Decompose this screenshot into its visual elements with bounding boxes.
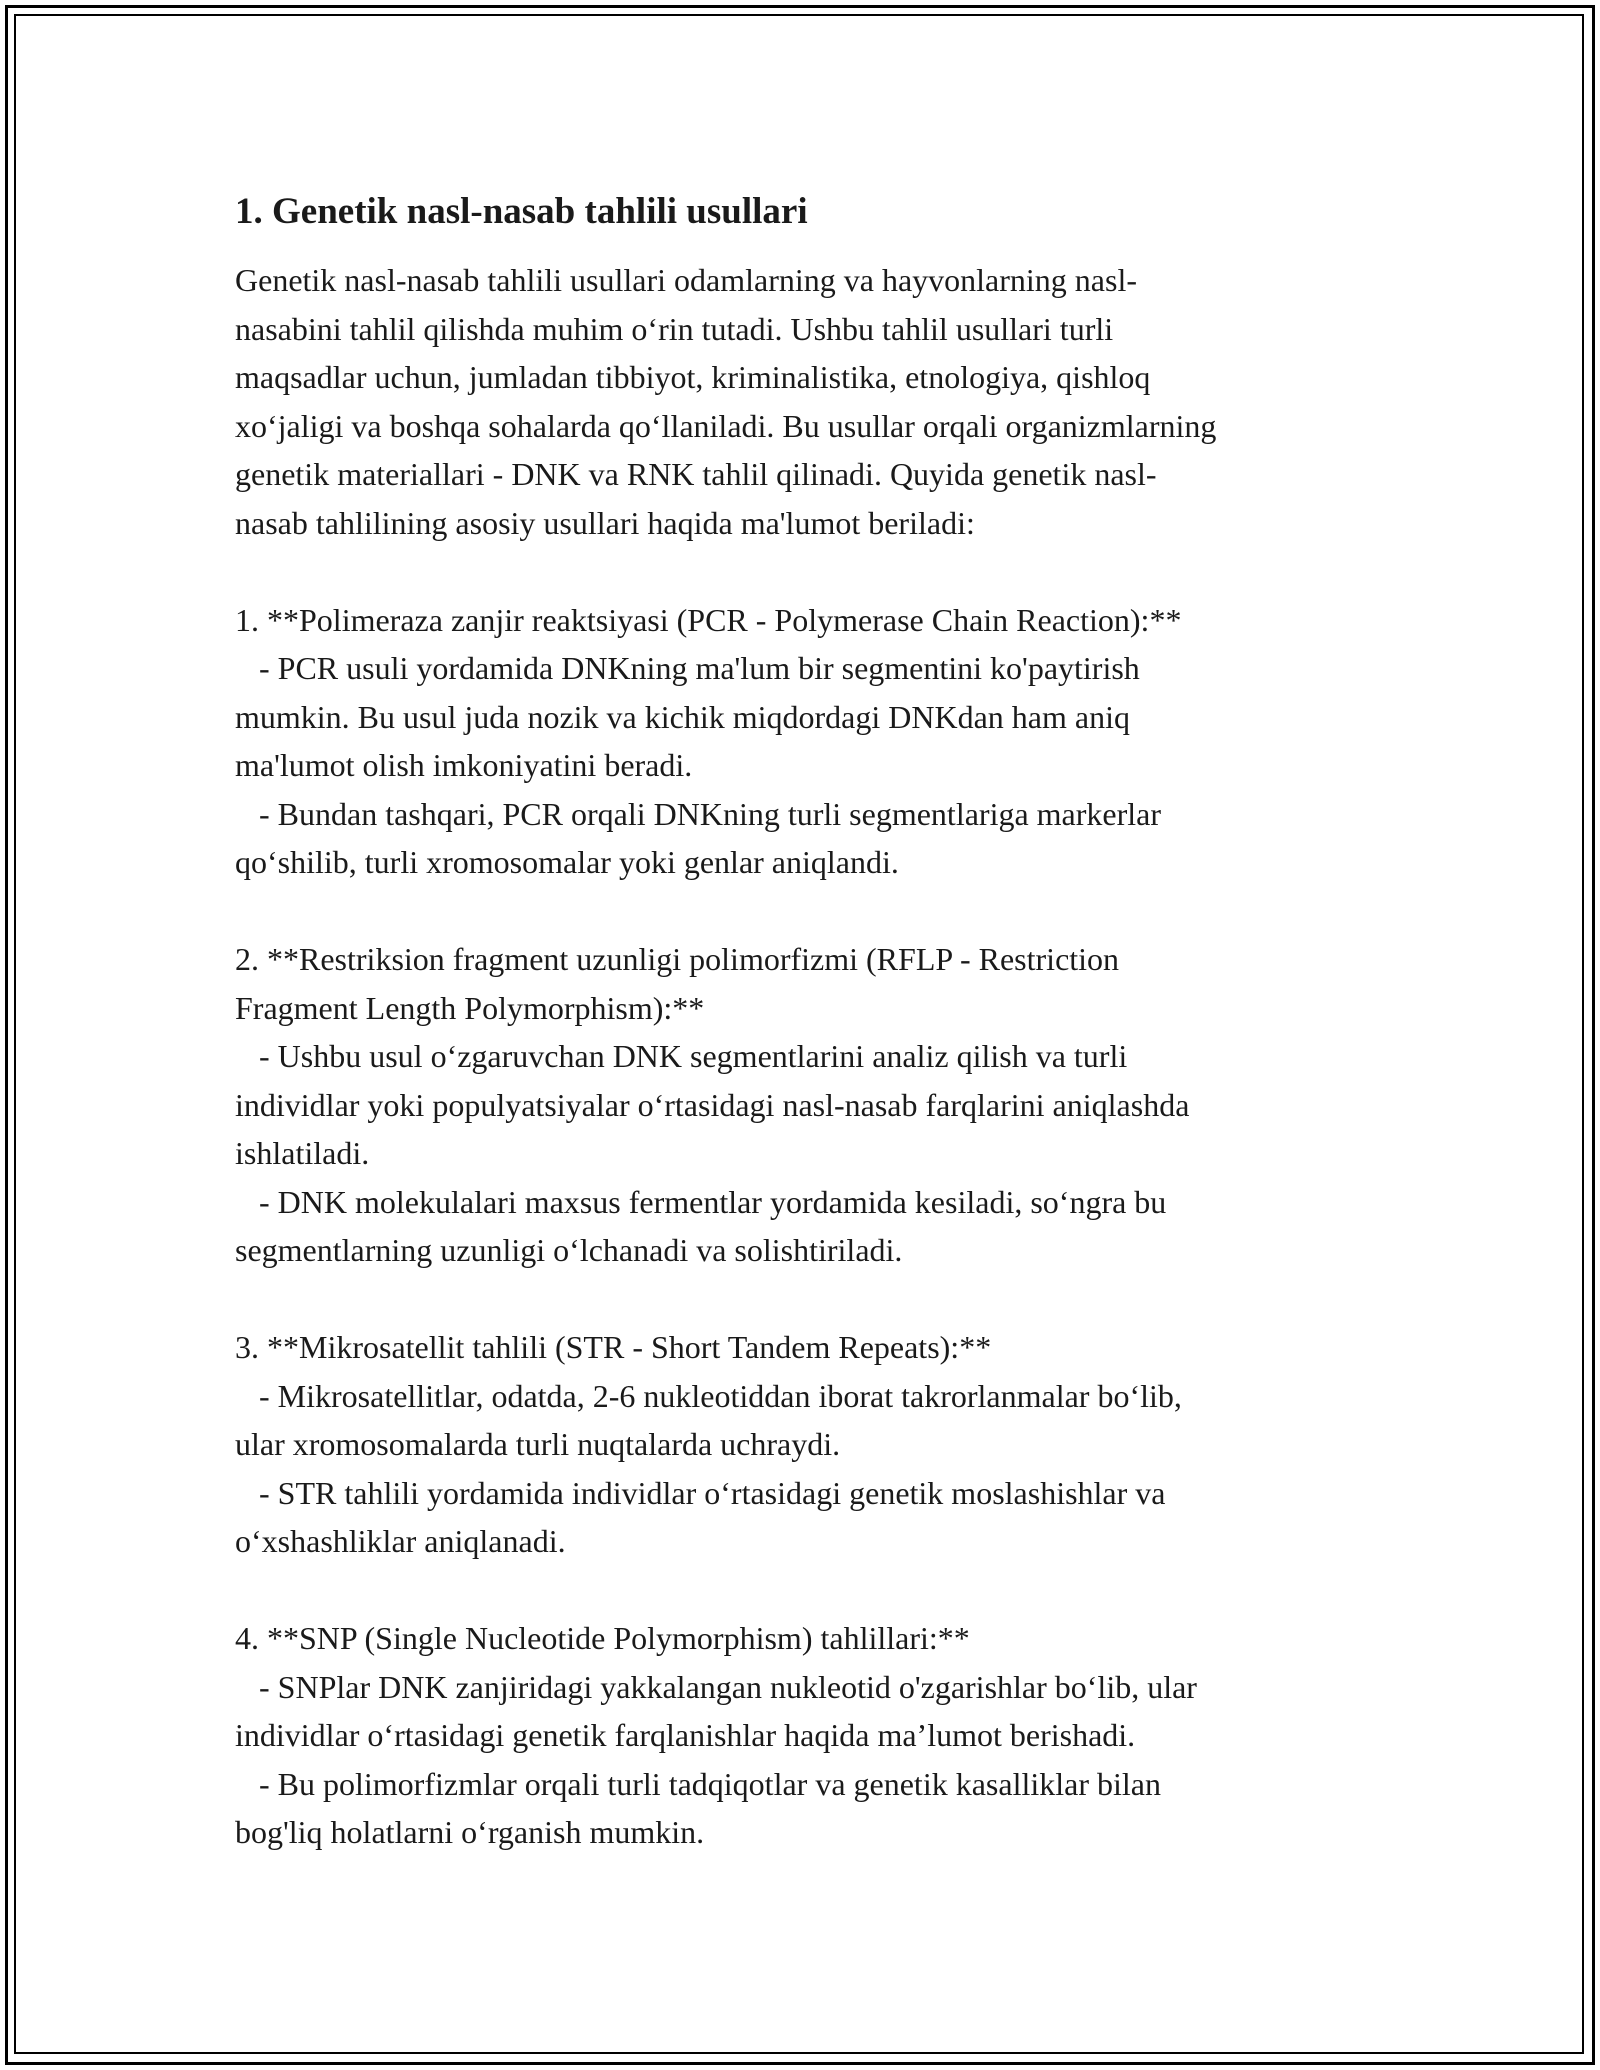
text-line: individlar o‘rtasidagi genetik farqlanishlar haqida ma’lumot berishadi. bbox=[235, 1717, 1136, 1753]
text-line: ishlatiladi. bbox=[235, 1135, 370, 1171]
text-line: qo‘shilib, turli xromosomalar yoki genlar aniqlandi. bbox=[235, 844, 899, 880]
text-line: - STR tahlili yordamida individlar o‘rtasidagi genetik moslashishlar va bbox=[235, 1474, 1166, 1511]
text-line: - SNPlar DNK zanjiridagi yakkalangan nukleotid o'zgarishlar bo‘lib, ular bbox=[235, 1668, 1197, 1705]
text-line: Genetik nasl-nasab tahlili usullari odamlarning va hayvonlarning nasl- bbox=[235, 262, 1137, 298]
text-line: 4. **SNP (Single Nucleotide Polymorphism) tahlillari:** bbox=[235, 1620, 970, 1656]
text-line: 2. **Restriksion fragment uzunligi polimorfizmi (RFLP - Restriction bbox=[235, 941, 1120, 977]
text-line: nasabini tahlil qilishda muhim o‘rin tutadi. Ushbu tahlil usullari turli bbox=[235, 310, 1114, 347]
text-line: - Mikrosatellitlar, odatda, 2-6 nukleotiddan iborat takrorlanmalar bo‘lib, bbox=[235, 1377, 1182, 1414]
text-line: genetik materiallari - DNK va RNK tahlil qilinadi. Quyida genetik nasl- bbox=[235, 456, 1157, 492]
section-title: 1. Genetik nasl-nasab tahlili usullari bbox=[235, 191, 808, 232]
paragraph-gap bbox=[235, 1275, 1375, 1324]
text-line: maqsadlar uchun, jumladan tibbiyot, kriminalistika, etnologiya, qishloq bbox=[235, 359, 1151, 395]
method-section-2 bbox=[235, 935, 1375, 1275]
paragraph-gap bbox=[235, 1566, 1375, 1615]
text-line: Fragment Length Polymorphism):** bbox=[235, 989, 705, 1026]
text-line: o‘xshashliklar aniqlanadi. bbox=[235, 1523, 566, 1559]
method-section-4 bbox=[235, 1614, 1375, 1857]
text-line: xo‘jaligi va boshqa sohalarda qo‘llaniladi. Bu usullar orqali organizmlarning bbox=[235, 407, 1217, 444]
text-line: - Ushbu usul o‘zgaruvchan DNK segmentlarini analiz qilish va turli bbox=[235, 1038, 1128, 1074]
text-line: ma'lumot olish imkoniyatini beradi. bbox=[235, 747, 693, 783]
text-line: nasab tahlilining asosiy usullari haqida ma'lumot beriladi: bbox=[235, 504, 975, 541]
text-line: ular xromosomalarda turli nuqtalarda uchraydi. bbox=[235, 1426, 841, 1462]
text-line: - DNK molekulalari maxsus fermentlar yordamida kesiladi, so‘ngra bu bbox=[235, 1183, 1167, 1220]
text-line: - Bundan tashqari, PCR orqali DNKning turli segmentlariga markerlar bbox=[235, 795, 1162, 832]
text-line: individlar yoki populyatsiyalar o‘rtasidagi nasl-nasab farqlarini aniqlashda bbox=[235, 1086, 1190, 1123]
text-line: bog'liq holatlarni o‘rganish mumkin. bbox=[235, 1814, 705, 1850]
document-text bbox=[235, 256, 1375, 1857]
intro-paragraph bbox=[235, 256, 1375, 547]
method-section-1 bbox=[235, 596, 1375, 887]
text-line: segmentlarning uzunligi o‘lchanadi va solishtiriladi. bbox=[235, 1232, 903, 1268]
text-line: mumkin. Bu usul juda nozik va kichik miqdordagi DNKdan ham aniq bbox=[235, 698, 1130, 735]
paragraph-gap bbox=[235, 887, 1375, 936]
document-body bbox=[235, 188, 1375, 1857]
text-line: - PCR usuli yordamida DNKning ma'lum bir segmentini ko'paytirish bbox=[235, 650, 1140, 686]
paragraph-gap bbox=[235, 547, 1375, 596]
text-line: 3. **Mikrosatellit tahlili (STR - Short Tandem Repeats):** bbox=[235, 1329, 992, 1365]
text-line: 1. **Polimeraza zanjir reaktsiyasi (PCR - Polymerase Chain Reaction):** bbox=[235, 601, 1182, 638]
method-section-3 bbox=[235, 1323, 1375, 1566]
text-line: - Bu polimorfizmlar orqali turli tadqiqotlar va genetik kasalliklar bilan bbox=[235, 1765, 1161, 1802]
